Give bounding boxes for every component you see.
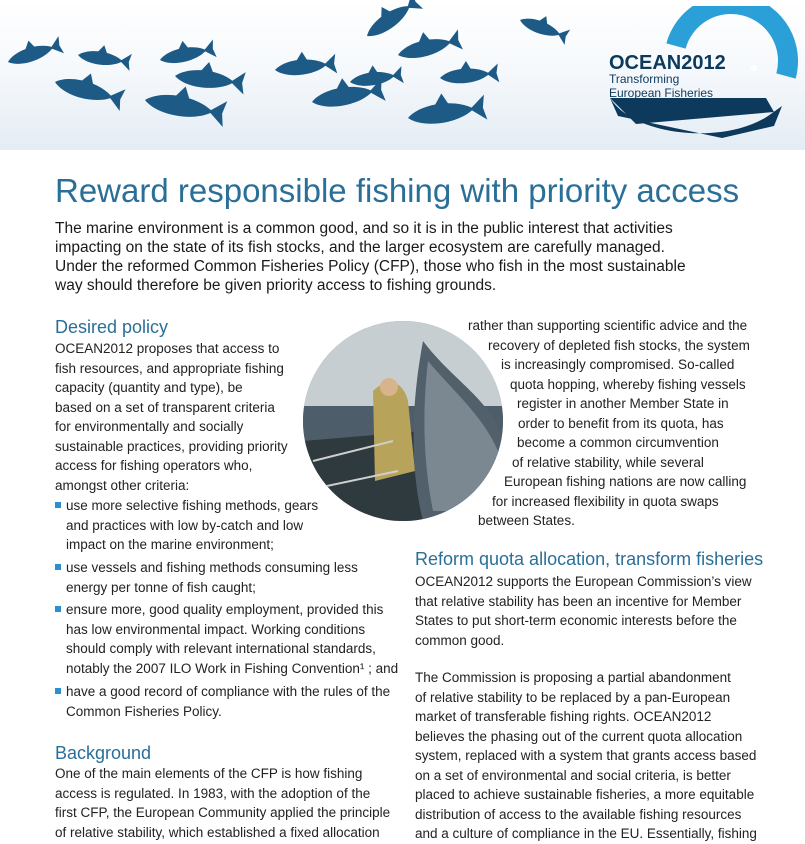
text-line: register in another Member State in xyxy=(517,396,729,411)
text-line: capacity (quantity and type), be xyxy=(55,380,243,395)
text-line: OCEAN2012 proposes that access to xyxy=(55,341,280,356)
text-line: is increasingly compromised. So-called xyxy=(501,357,735,372)
text-line: and a culture of compliance in the EU. Essentially, fishing xyxy=(415,826,757,841)
fish-icon xyxy=(4,31,64,70)
text-line: first CFP, the European Community applied the principle xyxy=(55,805,391,820)
text-line: system, replaced with a system that grants access based xyxy=(415,748,757,763)
text-line: rather than supporting scientific advice and the xyxy=(468,318,748,333)
logo-title: OCEAN2012 xyxy=(609,52,726,74)
text-line: of relative stability, while several xyxy=(512,454,704,470)
bullet-square-icon xyxy=(55,564,61,570)
text-line: based on a set of transparent criteria xyxy=(55,399,275,415)
text-line: distribution of access to the available fishing resources xyxy=(415,806,742,822)
intro-line: way should therefore be given priority access to fishing grounds. xyxy=(55,277,497,294)
fish-icon xyxy=(405,88,487,131)
fish-icon xyxy=(439,58,500,87)
text-line: on a set of environmental and social criteria, is better xyxy=(415,767,731,783)
fish-icon xyxy=(517,8,571,45)
intro-line: Under the reformed Common Fisheries Policy (CFP), those who fish in the most sustainable xyxy=(55,258,686,275)
text-line: placed to achieve sustainable fisheries, a more equitable xyxy=(415,787,755,802)
text-line: common good. xyxy=(415,632,505,648)
background-text xyxy=(55,764,390,842)
text-line: fish resources, and appropriate fishing xyxy=(55,360,284,376)
text-line: One of the main elements of the CFP is how fishing xyxy=(55,766,363,781)
background-heading: Background xyxy=(55,743,152,763)
fish-icon xyxy=(358,0,423,44)
text-line: believes the phasing out of the current quota allocation xyxy=(415,728,743,744)
text-line: access is regulated. In 1983, with the adoption of the xyxy=(55,785,371,801)
text-line: for increased flexibility in quota swaps xyxy=(492,493,719,509)
bullet-square-icon xyxy=(55,606,61,612)
bullet-item: have a good record of compliance with the rules of the Common Fisheries Policy. xyxy=(55,682,390,721)
text-line: become a common circumvention xyxy=(517,435,719,450)
bullet-square-icon xyxy=(55,502,61,508)
bullet-item: use more selective fishing methods, gears and practices with low by-catch and low impact on the marine environment; xyxy=(55,496,318,555)
reform-paragraph-1 xyxy=(415,572,752,650)
logo-tagline-2: European Fisheries xyxy=(609,86,714,100)
text-line: of relative stability to be replaced by a pan-European xyxy=(415,689,731,705)
fish-icon xyxy=(77,42,133,71)
intro-line: The marine environment is a common good, and so it is in the public interest that activities xyxy=(55,220,673,237)
text-line: between States. xyxy=(478,513,575,528)
text-line: The Commission is proposing a partial abandonment xyxy=(415,670,731,685)
intro-paragraph xyxy=(55,219,755,295)
page-title: Reward responsible fishing with priority access xyxy=(55,172,740,209)
text-line: for environmentally and socially xyxy=(55,419,244,434)
fish-icon xyxy=(273,48,337,80)
desired-policy-heading: Desired policy xyxy=(55,317,169,337)
text-line: sustainable practices, providing priority xyxy=(55,438,288,454)
reform-paragraph-2 xyxy=(415,668,757,844)
text-line: OCEAN2012 supports the European Commission’s view xyxy=(415,574,752,589)
logo-tagline-1: Transforming xyxy=(609,72,680,86)
fish-icon xyxy=(394,24,463,65)
text-line: European fishing nations are now calling xyxy=(504,474,747,489)
desired-policy-text xyxy=(55,339,288,495)
text-line: amongst other criteria: xyxy=(55,477,190,493)
bullet-item: use vessels and fishing methods consuming less energy per tonne of fish caught; xyxy=(55,558,358,597)
text-line: access for fishing operators who, xyxy=(55,458,253,473)
text-line: that relative stability has been an incentive for Member xyxy=(415,593,742,609)
text-line: recovery of depleted fish stocks, the system xyxy=(488,337,750,353)
text-line: order to benefit from its quota, has xyxy=(518,415,724,431)
bullet-item: ensure more, good quality employment, provided this has low environmental impact. Working conditions should comply with relevant international standards, notably the 2007 ILO Work in Fishing Convention¹ ; and xyxy=(55,600,398,678)
fish-banner xyxy=(0,0,600,150)
text-line: quota hopping, whereby fishing vessels xyxy=(510,376,746,392)
reform-heading: Reform quota allocation, transform fisheries xyxy=(415,549,764,569)
right-column-text xyxy=(468,316,750,531)
text-line: market of transferable fishing rights. OCEAN2012 xyxy=(415,709,712,724)
intro-line: impacting on the state of its fish stocks, and the larger ecosystem are carefully managed. xyxy=(55,239,665,256)
text-line: of relative stability, which established a fixed allocation xyxy=(55,824,380,840)
text-line: States to put short-term economic interests before the xyxy=(415,613,737,628)
fish-icon xyxy=(52,65,127,111)
bullet-square-icon xyxy=(55,688,61,694)
